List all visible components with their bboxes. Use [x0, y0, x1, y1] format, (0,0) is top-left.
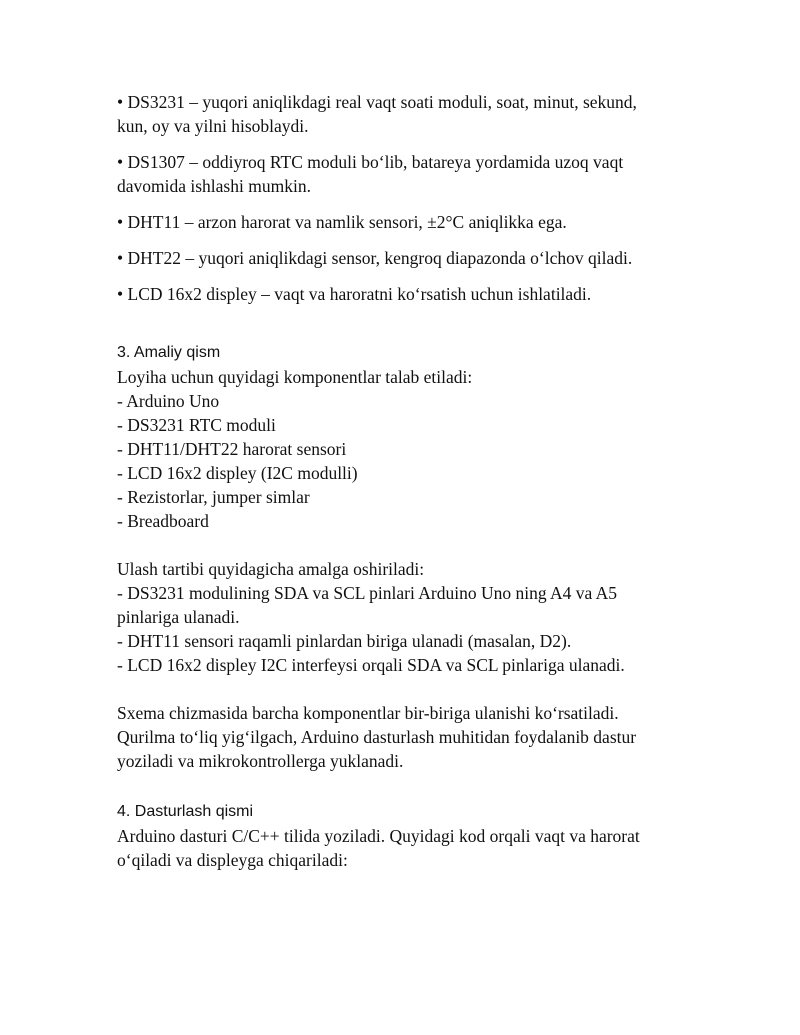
document-page: [117, 90, 687, 872]
list-item: - DS3231 modulining SDA va SCL pinlari Arduino Uno ning A4 va A5: [117, 583, 618, 603]
bullet-ds1307: [117, 150, 687, 198]
bullet-line: • DS3231 – yuqori aniqlikdagi real vaqt soati moduli, soat, minut, sekund,: [117, 92, 637, 112]
bullet-line: • DS1307 – oddiyroq RTC moduli bo‘lib, batareya yordamida uzoq vaqt: [117, 152, 624, 172]
paragraph-line: yoziladi va mikrokontrollerga yuklanadi.: [117, 751, 404, 771]
paragraph-line: Arduino dasturi C/C++ tilida yoziladi. Quyidagi kod orqali vaqt va harorat: [117, 826, 640, 846]
paragraph-line: Sxema chizmasida barcha komponentlar bir-biriga ulanishi ko‘rsatiladi.: [117, 703, 619, 723]
list-item: - LCD 16x2 displey I2C interfeysi orqali SDA va SCL pinlariga ulanadi.: [117, 655, 625, 675]
connection-list: [117, 581, 687, 677]
list-item: - DHT11/DHT22 harorat sensori: [117, 439, 347, 459]
bullet-dht22: [117, 246, 687, 270]
bullet-line: kun, oy va yilni hisoblaydi.: [117, 116, 309, 136]
bullet-dht11: [117, 210, 687, 234]
bullet-line: • DHT22 – yuqori aniqlikdagi sensor, kengroq diapazonda o‘lchov qiladi.: [117, 248, 633, 268]
bullet-line: davomida ishlashi mumkin.: [117, 176, 311, 196]
section-heading: 4. Dasturlash qismi: [117, 803, 254, 820]
bullet-line: • LCD 16x2 displey – vaqt va haroratni ko‘rsatish uchun ishlatiladi.: [117, 284, 592, 304]
body-paragraph: [117, 824, 687, 872]
list-item: pinlariga ulanadi.: [117, 607, 240, 627]
module-bullet-list: [117, 90, 687, 306]
paragraph-line: Qurilma to‘liq yig‘ilgach, Arduino dasturlash muhitidan foydalanib dastur: [117, 727, 637, 747]
connection-intro: Ulash tartibi quyidagicha amalga oshiriladi:: [117, 559, 425, 579]
bullet-lcd: [117, 282, 687, 306]
component-list: [117, 389, 687, 533]
section-dasturlash-qismi: [117, 800, 687, 872]
list-item: - LCD 16x2 displey (I2C modulli): [117, 463, 358, 483]
list-item: - DHT11 sensori raqamli pinlardan biriga ulanadi (masalan, D2).: [117, 631, 572, 651]
bullet-ds3231: [117, 90, 687, 138]
summary-paragraph: [117, 701, 687, 773]
bullet-line: • DHT11 – arzon harorat va namlik sensori, ±2°C aniqlikka ega.: [117, 212, 567, 232]
section-intro: Loyiha uchun quyidagi komponentlar talab etiladi:: [117, 367, 473, 387]
section-heading: 3. Amaliy qism: [117, 344, 221, 361]
paragraph-line: o‘qiladi va displeyga chiqariladi:: [117, 850, 348, 870]
list-item: - Breadboard: [117, 511, 209, 531]
list-item: - Arduino Uno: [117, 391, 220, 411]
section-amaliy-qism: [117, 341, 687, 773]
list-item: - DS3231 RTC moduli: [117, 415, 276, 435]
list-item: - Rezistorlar, jumper simlar: [117, 487, 310, 507]
